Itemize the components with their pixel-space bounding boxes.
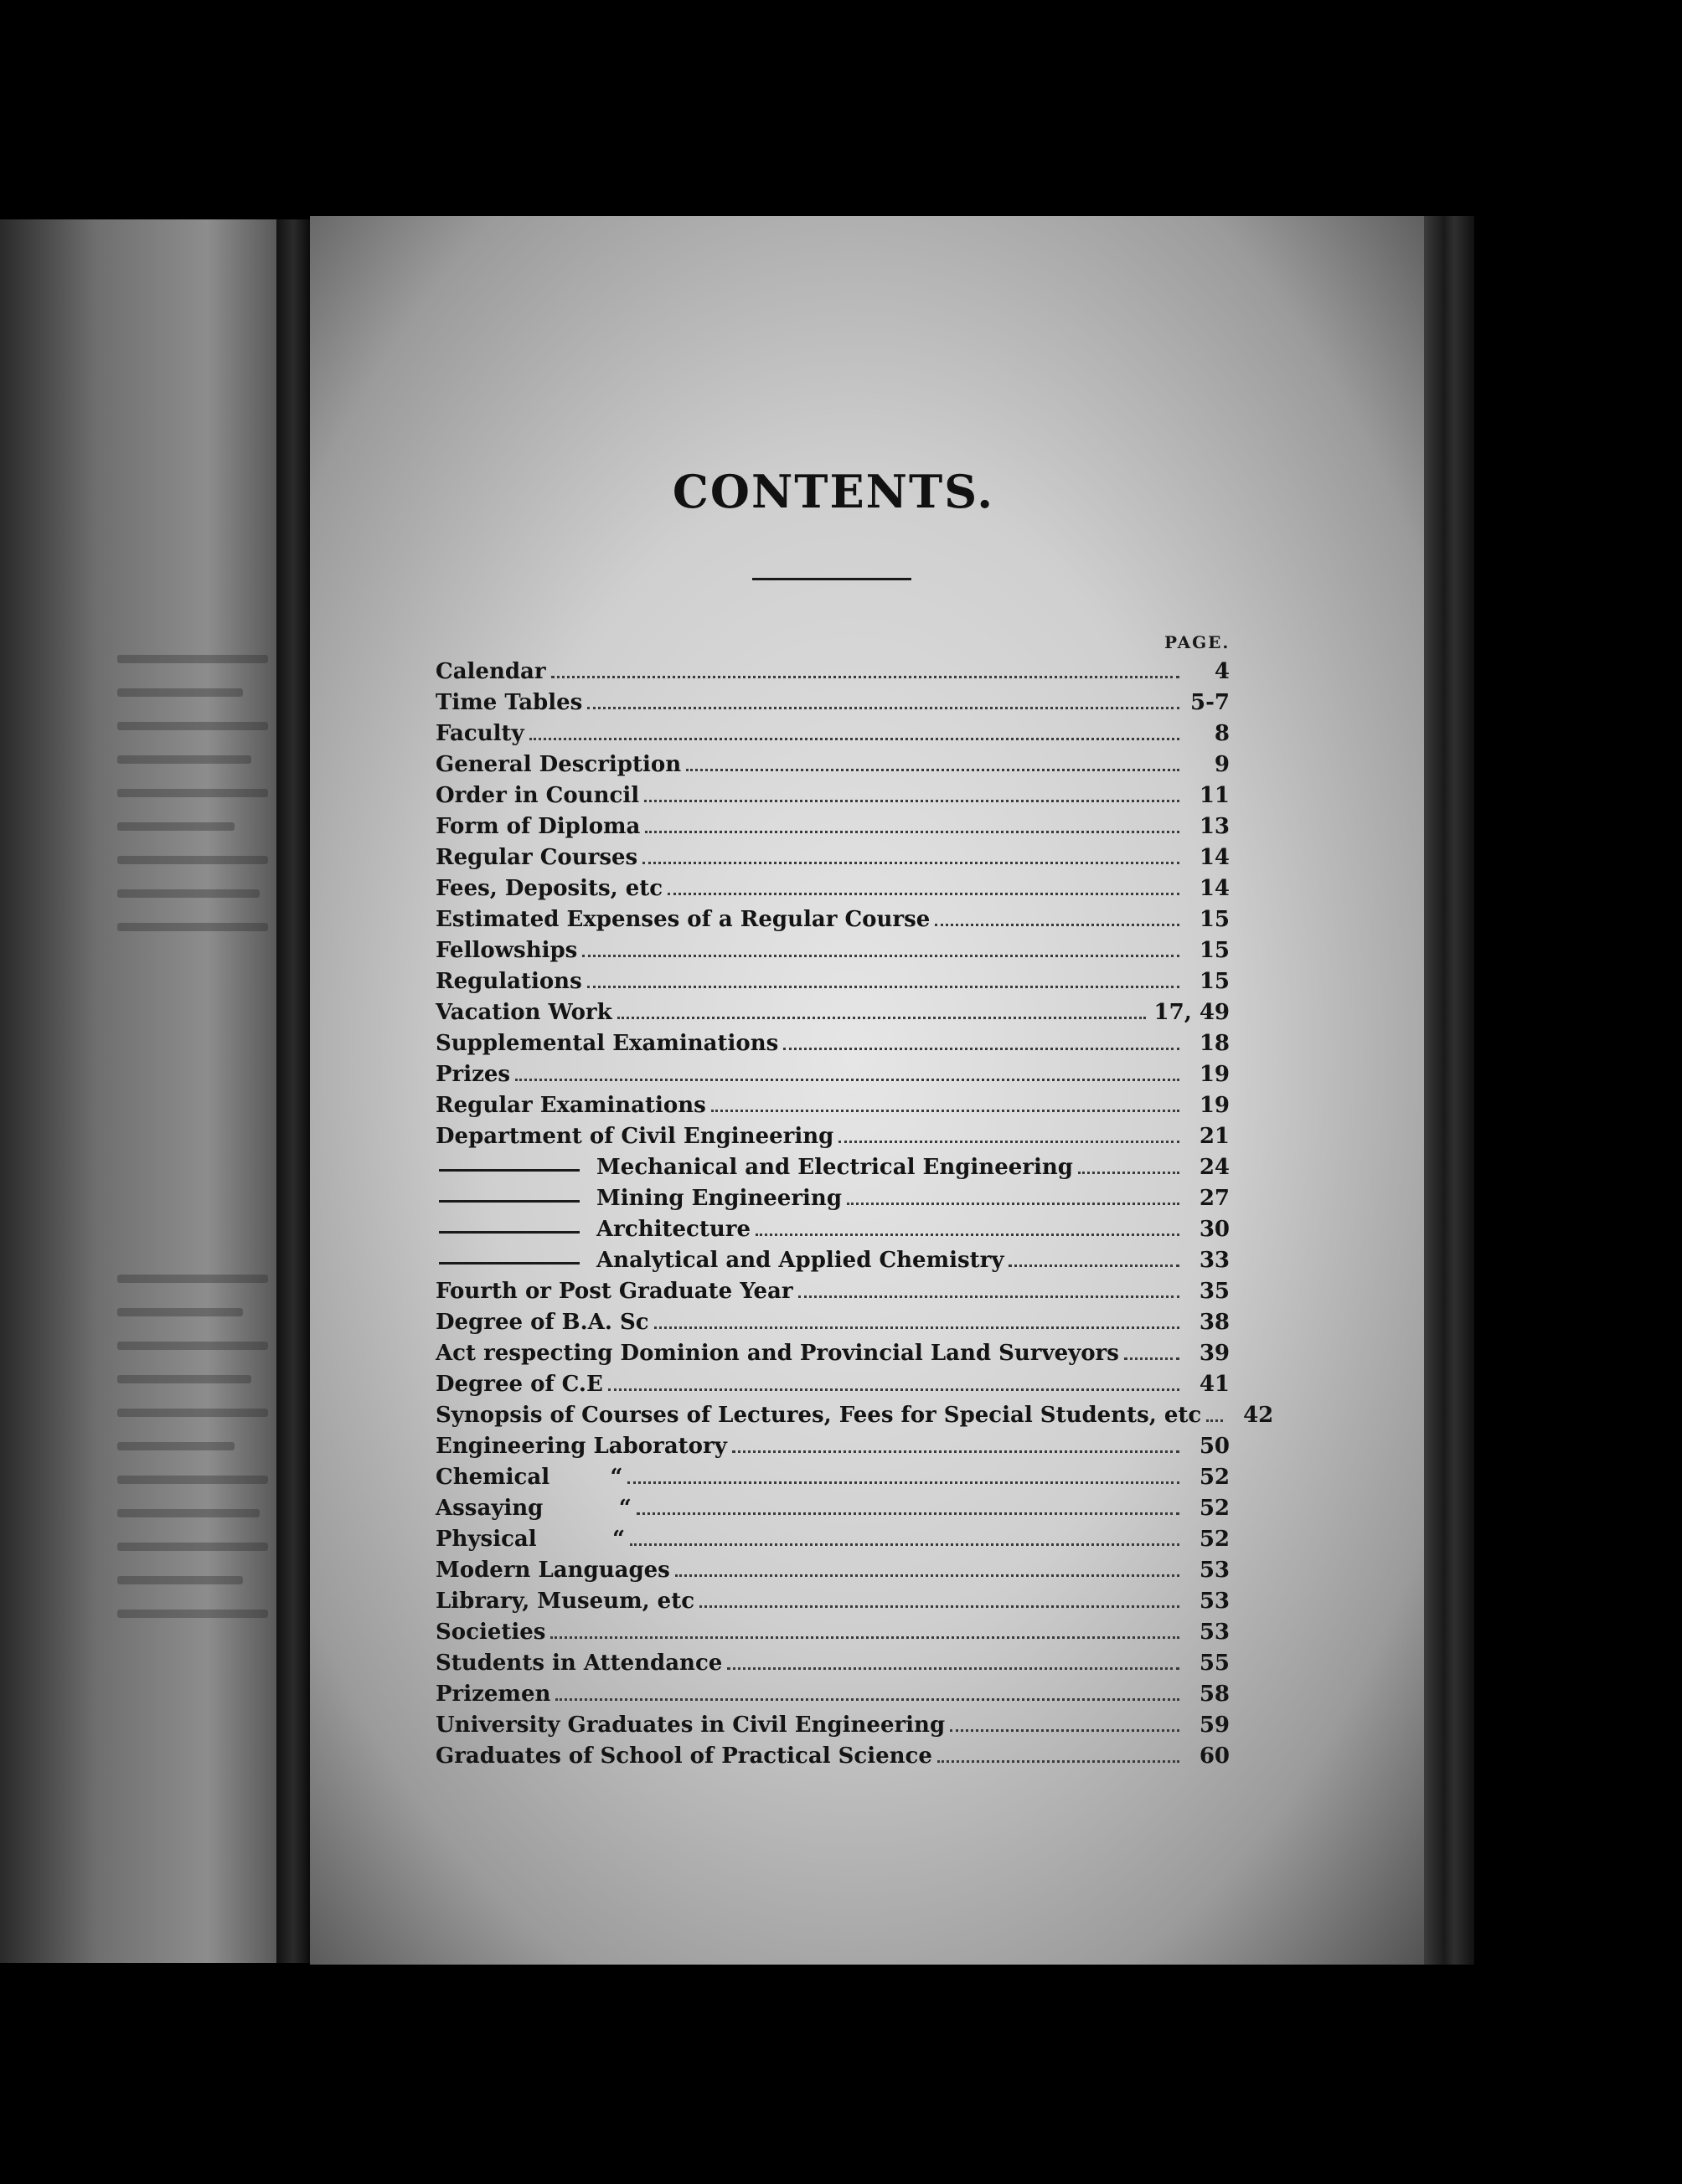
toc-entry: Graduates of School of Practical Science 60 [436, 1744, 1230, 1769]
toc-entry: Regular Courses 14 [436, 845, 1230, 870]
toc-entry: Students in Attendance 55 [436, 1651, 1230, 1676]
toc-entry: Act respecting Dominion and Provincial Land Surveyors 39 [436, 1341, 1230, 1366]
toc-entry: Prizes 19 [436, 1062, 1230, 1087]
toc-entry: University Graduates in Civil Engineering 59 [436, 1713, 1230, 1738]
page-title: CONTENTS. [672, 465, 995, 518]
ditto-rule [439, 1231, 580, 1234]
toc-entry: Order in Council 11 [436, 783, 1230, 808]
toc-entry: Form of Diploma 13 [436, 814, 1230, 839]
toc-entry: Societies 53 [436, 1620, 1230, 1645]
page-column-header: PAGE. [1164, 632, 1231, 652]
ditto-rule [439, 1169, 580, 1172]
toc-entry: Library, Museum, etc 53 [436, 1589, 1230, 1614]
toc-entry: Estimated Expenses of a Regular Course 15 [436, 907, 1230, 932]
toc-subentry: Architecture 30 [436, 1211, 1230, 1242]
toc-entry: Prizemen 58 [436, 1682, 1230, 1707]
title-rule [752, 578, 911, 580]
toc-entry: Calendar 4 [436, 659, 1230, 684]
toc-entry: Physical “ 52 [436, 1527, 1230, 1552]
toc-entry: Regular Examinations 19 [436, 1093, 1230, 1118]
ditto-rule [439, 1262, 580, 1265]
toc-entry: Modern Languages 53 [436, 1558, 1230, 1583]
toc-entry: Time Tables 5-7 [436, 690, 1230, 715]
toc-entry: Engineering Laboratory 50 [436, 1434, 1230, 1459]
toc-entry: Chemical “ 52 [436, 1465, 1230, 1490]
toc-entry: Fourth or Post Graduate Year 35 [436, 1279, 1230, 1304]
ditto-rule [439, 1200, 580, 1203]
toc-entry: Faculty 8 [436, 721, 1230, 746]
toc-entry: Synopsis of Courses of Lectures, Fees for Special Students, etc 42 [436, 1403, 1274, 1428]
toc-subentry: Mining Engineering 27 [436, 1180, 1230, 1211]
toc-entry: Department of Civil Engineering 21 [436, 1124, 1230, 1149]
toc-entry: Assaying “ 52 [436, 1496, 1230, 1521]
toc-entry: General Description 9 [436, 752, 1230, 777]
toc-entry: Degree of C.E 41 [436, 1372, 1230, 1397]
toc-subentry: Analytical and Applied Chemistry 33 [436, 1242, 1230, 1273]
toc-entry: Fees, Deposits, etc 14 [436, 876, 1230, 901]
toc-entry: Regulations 15 [436, 969, 1230, 994]
toc-entry: Degree of B.A. Sc 38 [436, 1310, 1230, 1335]
toc-entry: Supplemental Examinations 18 [436, 1031, 1230, 1056]
toc-subentry: Mechanical and Electrical Engineering 24 [436, 1149, 1230, 1180]
toc-entry: Fellowships 15 [436, 938, 1230, 963]
contents-list [436, 653, 1274, 1769]
toc-entry: Vacation Work 17, 49 [436, 1000, 1230, 1025]
